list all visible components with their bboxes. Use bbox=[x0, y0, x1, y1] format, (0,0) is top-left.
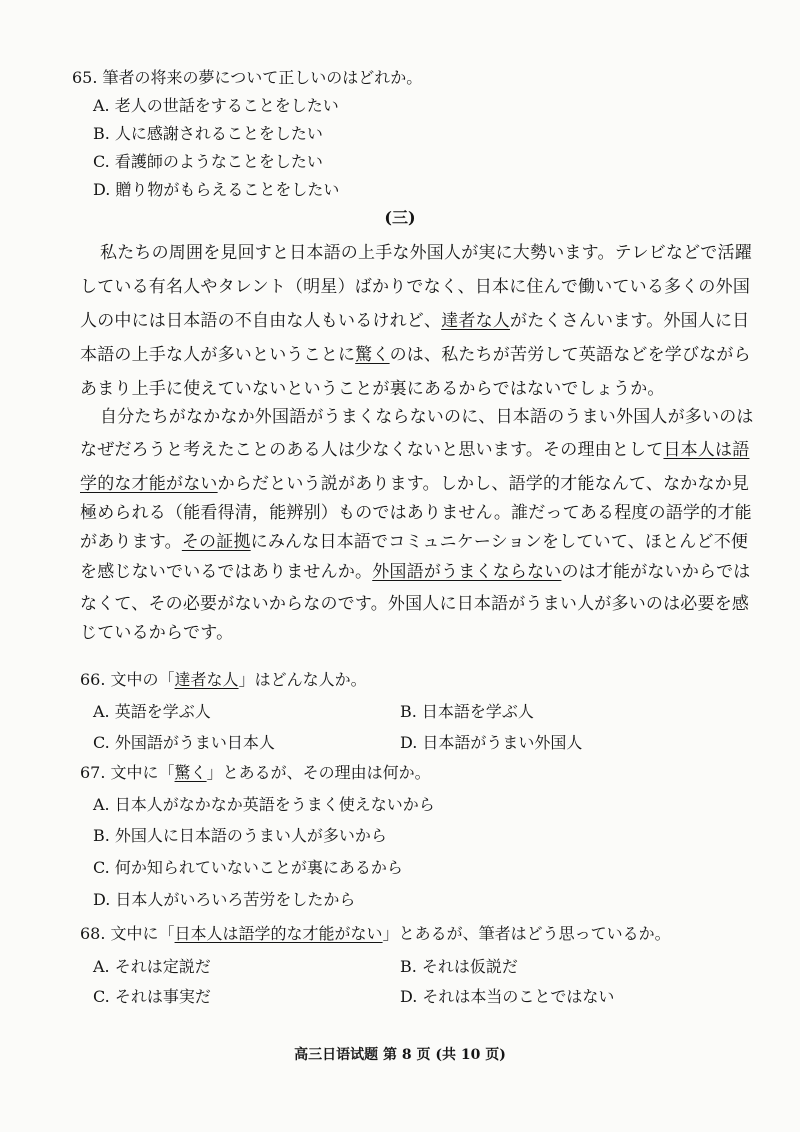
passage-line bbox=[80, 345, 751, 365]
stem-text: 」はどんな人か。 bbox=[238, 670, 367, 689]
question-66-stem bbox=[80, 670, 367, 690]
passage-text: なぜだろうと考えたことのある人は少なくないと思います。その理由として bbox=[80, 440, 664, 460]
question-68-option-d: D. それは本当のことではない bbox=[400, 987, 615, 1006]
question-65-option-d: D. 贈り物がもらえることをしたい bbox=[93, 180, 340, 199]
passage-line: なくて、その必要がないからなのです。外国人に日本語がうまい人が多いのは必要を感 bbox=[80, 594, 750, 614]
passage-text: のは才能がないからでは bbox=[561, 562, 751, 582]
stem-underlined: 達者な人 bbox=[174, 670, 239, 689]
passage-text: 本語の上手な人が多いということに bbox=[80, 345, 356, 365]
stem-text: 」とあるが、筆者はどう思っているか。 bbox=[382, 924, 671, 943]
question-68-stem bbox=[80, 924, 671, 944]
passage-line bbox=[80, 440, 749, 460]
stem-underlined: 驚く bbox=[174, 763, 207, 782]
passage-line: 極められる（能看得清，能辨别）ものではありません。誰だってある程度の語学的才能 bbox=[80, 503, 752, 523]
question-65-option-c: C. 看護師のようなことをしたい bbox=[93, 152, 323, 171]
underlined-phrase-tassha: 達者な人 bbox=[441, 311, 511, 331]
passage-line: 自分たちがなかなか外国語がうまくならないのに、日本語のうまい外国人が多いのは bbox=[100, 407, 754, 427]
passage-text: からだという説があります。しかし、語学的才能なんて、なかなか見 bbox=[217, 474, 750, 494]
passage-line: 私たちの周囲を見回すと日本語の上手な外国人が実に大勢います。テレビなどで活躍 bbox=[100, 243, 752, 263]
passage-line bbox=[80, 311, 749, 331]
underlined-phrase-shoko: その証拠 bbox=[181, 532, 251, 552]
stem-text: 」とあるが、その理由は何か。 bbox=[206, 763, 431, 782]
question-66-option-d: D. 日本語がうまい外国人 bbox=[400, 733, 583, 752]
question-65-stem: 65. 筆者の将来の夢について正しいのはどれか。 bbox=[72, 68, 423, 87]
question-66-option-b: B. 日本語を学ぶ人 bbox=[400, 702, 534, 721]
underlined-phrase-gogaku-cont: 学的な才能がない bbox=[80, 474, 218, 494]
question-66-option-a: A. 英語を学ぶ人 bbox=[93, 702, 211, 721]
question-68-option-c: C. それは事実だ bbox=[93, 987, 211, 1006]
question-67-stem bbox=[80, 763, 431, 783]
passage-text: 人の中には日本語の不自由な人もいるけれど、 bbox=[80, 311, 442, 331]
stem-text: 68. 文中に「 bbox=[80, 924, 175, 943]
passage-text: があります。 bbox=[80, 532, 182, 552]
question-68-option-b: B. それは仮説だ bbox=[400, 957, 518, 976]
stem-text: 67. 文中に「 bbox=[80, 763, 175, 782]
question-68-option-a: A. それは定説だ bbox=[93, 957, 211, 976]
question-65-option-b: B. 人に感謝されることをしたい bbox=[93, 124, 323, 143]
question-67-option-a: A. 日本人がなかなか英語をうまく使えないから bbox=[93, 795, 435, 814]
stem-underlined: 日本人は語学的な才能がない bbox=[174, 924, 383, 943]
underlined-phrase-gaikokugo: 外国語がうまくならない bbox=[372, 562, 562, 582]
passage-line: あまり上手に使えていないということが裏にあるからではないでしょうか。 bbox=[80, 379, 665, 399]
question-65-option-a: A. 老人の世話をすることをしたい bbox=[93, 96, 339, 115]
passage-text: がたくさんいます。外国人に日 bbox=[510, 311, 750, 331]
underlined-phrase-odoroku: 驚く bbox=[355, 345, 390, 365]
passage-text: を感じないでいるではありませんか。 bbox=[80, 562, 373, 582]
question-67-option-b: B. 外国人に日本語のうまい人が多いから bbox=[93, 826, 387, 845]
page-footer: 高三日语试题 第 8 页 (共 10 页) bbox=[294, 1047, 506, 1063]
section-title: (三) bbox=[384, 208, 416, 227]
question-67-option-c: C. 何か知られていないことが裏にあるから bbox=[93, 858, 403, 877]
question-66-option-c: C. 外国語がうまい日本人 bbox=[93, 733, 275, 752]
question-67-option-d: D. 日本人がいろいろ苦労をしたから bbox=[93, 890, 356, 909]
passage-text: にみんな日本語でコミュニケーションをしていて、ほとんど不便 bbox=[250, 532, 749, 552]
passage-line bbox=[80, 562, 750, 582]
stem-text: 66. 文中の「 bbox=[80, 670, 175, 689]
passage-text: のは、私たちが苦労して英語などを学びながら bbox=[389, 345, 751, 365]
passage-line: じているからです。 bbox=[80, 623, 234, 643]
underlined-phrase-gogaku: 日本人は語 bbox=[663, 440, 750, 460]
passage-line bbox=[80, 532, 748, 552]
passage-line: している有名人やタレント（明星）ばかりでなく、日本に住んで働いている多くの外国 bbox=[80, 277, 751, 297]
passage-line bbox=[80, 474, 749, 494]
